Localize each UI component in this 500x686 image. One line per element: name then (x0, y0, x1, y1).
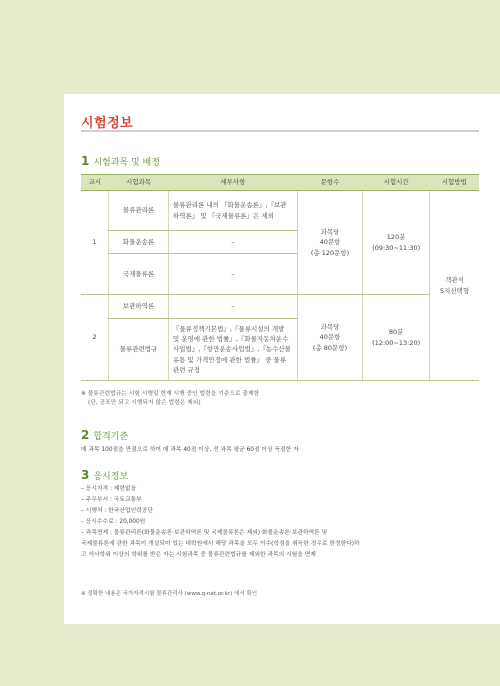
table-row (81, 191, 479, 231)
subject-cell: 보관하역론 (109, 295, 169, 319)
session-1-cell: 1 (81, 191, 109, 295)
page (64, 94, 500, 624)
info-line: – 주무부서 : 국토교통부 (81, 497, 142, 503)
method-cell: 객관식 5지선택형 (430, 191, 480, 381)
count-cell: 과목당 40문항 (총 80문항) (297, 295, 363, 381)
header-session: 교시 (81, 175, 109, 191)
info-line: 고 석사학위 이상의 학위를 받은 자는 시험과목 중 물류관련법규를 제외한 과목의 시험을 면제 (81, 552, 316, 558)
header-count: 문항수 (297, 175, 363, 191)
exam-table (81, 174, 479, 381)
section-3-heading (81, 468, 128, 482)
detail-cell: 『물류정책기본법』,『물류시설의 개발 및 운영에 관한 법률』,『화물자동차운수사업법』,『항만운송사업법』,『농수산물유통 및 가격안정에 관한 법률』 중 물류 관련 규정 (168, 319, 297, 381)
subject-cell: 물류관련법규 (109, 319, 169, 381)
detail-cell: – (168, 254, 297, 295)
header-subject: 시험과목 (109, 175, 169, 191)
section-2-heading (81, 428, 128, 442)
subject-cell: 물류관리론 (109, 191, 169, 231)
info-line: 국제물류론에 관한 과목이 개설되어 있는 대학원에서 해당 과목을 모두 이수(학점을 취득한 경우로 한정한다)하 (81, 541, 360, 547)
section-3-number: 3 (81, 468, 90, 482)
pass-criteria-line: 매 과목 100점을 만점으로 하여 매 과목 40점 이상, 전 과목 평균 60점 이상 득점한 자 (81, 447, 299, 453)
count-cell: 과목당 40문항 (총 120문항) (297, 191, 363, 295)
time-cell: 120분 (09:30∼11:30) (363, 191, 430, 295)
section-2-number: 2 (81, 428, 90, 442)
subject-cell: 화물운송론 (109, 231, 169, 254)
pass-criteria-text (81, 445, 481, 456)
law-note (81, 390, 259, 409)
info-line: – 과목면제 : 물류관리론(화물운송론·보관하역론 및 국제물류론은 제외)·화물운송론·보관하역론 및 (81, 530, 328, 536)
subject-cell: 국제물류론 (109, 254, 169, 295)
info-line: – 응시자격 : 제한없음 (81, 486, 137, 492)
header-time: 시험시간 (363, 175, 430, 191)
page-title: 시험정보 (81, 116, 134, 131)
table-row (81, 295, 479, 319)
time-cell: 80분 (12:00∼13:20) (363, 295, 430, 381)
law-note-line-2: (단, 공포만 되고 시행되지 않은 법령은 제외) (88, 400, 201, 407)
info-line: – 시행처 : 한국산업인력공단 (81, 508, 153, 514)
info-line: – 응시수수료 : 20,000원 (81, 519, 146, 525)
section-1-heading (81, 154, 160, 168)
detail-cell: 물류관리론 내의 『화물운송론』,『보관하역론』 및 『국제물류론』은 제외 (168, 191, 297, 231)
header-method: 시험방법 (430, 175, 480, 191)
section-1-number: 1 (81, 154, 90, 168)
section-3-title: 응시정보 (93, 472, 129, 482)
detail-cell: – (168, 295, 297, 319)
footer-note: ※ 정확한 내용은 국가자격시험 물류관리사 (www.q-net.or.kr) 에서 확인 (81, 591, 258, 597)
detail-cell: – (168, 231, 297, 254)
title-divider (81, 130, 479, 132)
section-1-title: 시험과목 및 배정 (93, 158, 160, 168)
session-2-cell: 2 (81, 295, 109, 381)
section-2-title: 합격기준 (93, 432, 129, 442)
header-detail: 세부사항 (168, 175, 297, 191)
table-header-row (81, 175, 479, 191)
law-note-line-1: ※ 물류관련법규는 시험 시행일 현재 시행 중인 법령을 기준으로 출제함 (81, 391, 260, 397)
exam-info-list (81, 484, 481, 561)
